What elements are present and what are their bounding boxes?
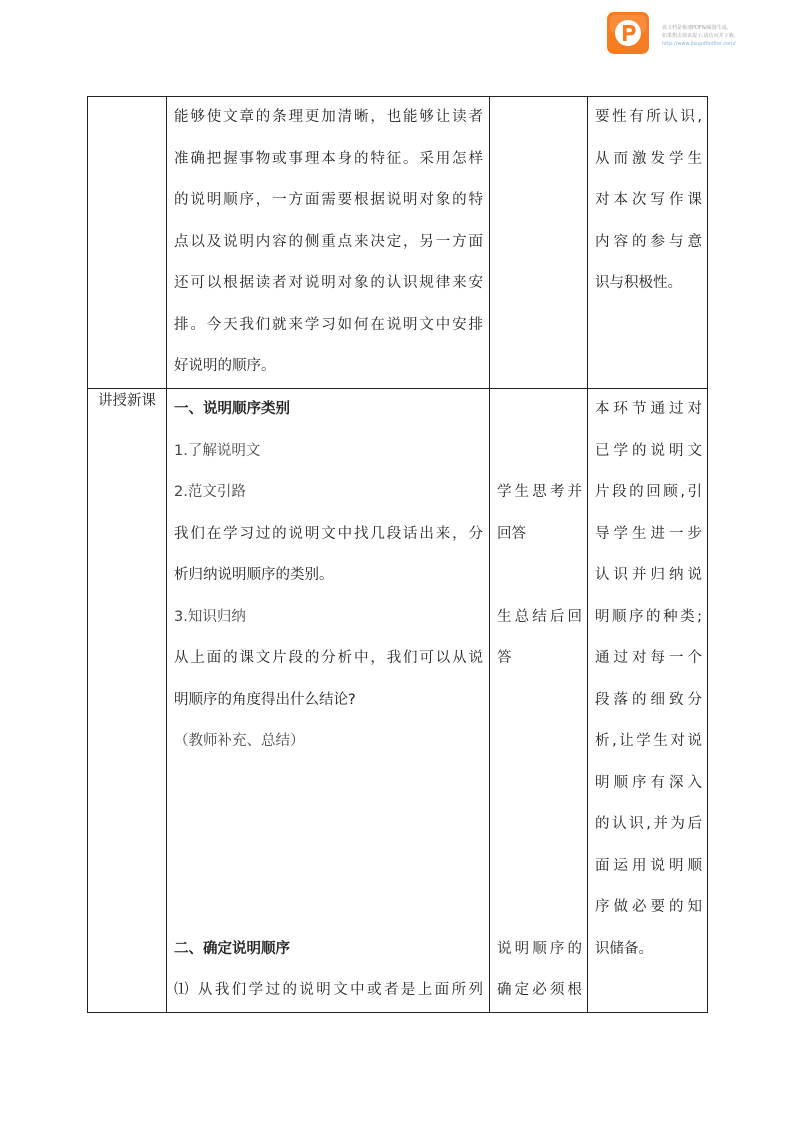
- table-row-intro: [88, 97, 708, 389]
- lesson-plan-table: [87, 96, 708, 1013]
- content-line: 的说明顺序，一方面需要根据说明对象的特: [174, 192, 483, 208]
- intent-line: 已学的说明文: [595, 442, 702, 459]
- watermark-url: http://www.jisupdfeditor.com/: [662, 41, 736, 47]
- student-activity-line: 确定必须根: [497, 982, 582, 998]
- section-heading: 一、说明顺序类别: [174, 401, 290, 417]
- student-activity-cell: [490, 389, 588, 1013]
- content-line: 还可以根据读者对说明对象的认识规律来安: [174, 275, 483, 291]
- section-heading: 二、确定说明顺序: [174, 940, 290, 957]
- intent-line: 对本次写作课: [595, 192, 702, 208]
- intent-line: 通过对每一个: [595, 650, 702, 666]
- content-item: 3.知识归纳: [174, 608, 246, 625]
- content-line: 点以及说明内容的侧重点来决定，另一方面: [174, 233, 483, 250]
- intent-line: 片段的回顾,引: [595, 484, 702, 500]
- student-activity-line: 答: [497, 650, 512, 666]
- intent-line: 导学生进一步: [595, 525, 702, 542]
- intent-line: 从而激发学生: [595, 150, 702, 167]
- teacher-note: （教师补充、总结）: [174, 733, 305, 749]
- watermark-text: [662, 24, 736, 48]
- watermark: [607, 12, 787, 58]
- teaching-content-cell: [167, 97, 490, 389]
- intent-line: 认识并归纳说: [595, 567, 702, 583]
- stage-cell-empty: [88, 97, 167, 389]
- design-intent-cell: [588, 389, 708, 1013]
- student-activity-line: 说明顺序的: [497, 940, 582, 957]
- intent-line: 内容的参与意: [595, 233, 702, 250]
- content-line: 好说明的顺序。: [174, 358, 276, 374]
- stage-label: 讲授新课: [98, 393, 156, 409]
- intent-line: 序做必要的知: [595, 899, 702, 915]
- intent-line: 识与积极性。: [595, 275, 682, 291]
- table-row-new-lesson: [88, 389, 708, 1013]
- student-activity-line: 回答: [497, 525, 526, 542]
- student-activity-line: 学生思考并: [497, 484, 582, 500]
- content-item: 1.了解说明文: [174, 442, 261, 459]
- content-line: 排。今天我们就来学习如何在说明文中安排: [174, 316, 483, 333]
- intent-line: 要性有所认识,: [595, 109, 702, 125]
- content-item: 2.范文引路: [174, 484, 246, 500]
- content-line: 明顺序的角度得出什么结论?: [174, 691, 356, 708]
- intent-line: 本环节通过对: [595, 401, 702, 417]
- intent-line: 析,让学生对说: [595, 733, 702, 749]
- content-line: 准确把握事物或事理本身的特征。采用怎样: [174, 150, 483, 167]
- intent-line: 识储备。: [595, 940, 653, 957]
- content-line: 能够使文章的条理更加清晰，也能够让读者: [174, 109, 483, 125]
- intent-line: 明顺序的种类;: [595, 608, 702, 625]
- student-activity-line: 生总结后回: [497, 608, 582, 625]
- intent-line: 面运用说明顺: [595, 857, 702, 874]
- content-line: ⑴ 从我们学过的说明文中或者是上面所列: [174, 982, 483, 998]
- intent-line: 的认识,并为后: [595, 816, 702, 832]
- intent-line: 明顺序有深入: [595, 774, 702, 791]
- pdf-editor-logo-icon: [607, 12, 649, 54]
- intent-line: 段落的细致分: [595, 691, 702, 708]
- content-line: 我们在学习过的说明文中找几段话出来，分: [174, 525, 483, 542]
- design-intent-cell: [588, 97, 708, 389]
- watermark-line-2: 如果想去掉该提示,请访问并下载:: [662, 33, 736, 39]
- stage-cell: [88, 389, 167, 1013]
- watermark-line-1: 该文档是极速PDF编辑器生成,: [662, 25, 729, 31]
- content-line: 从上面的课文片段的分析中，我们可以从说: [174, 650, 483, 666]
- teaching-content-cell: [167, 389, 490, 1013]
- student-activity-cell-empty: [490, 97, 588, 389]
- content-line: 析归纳说明顺序的类别。: [174, 567, 334, 583]
